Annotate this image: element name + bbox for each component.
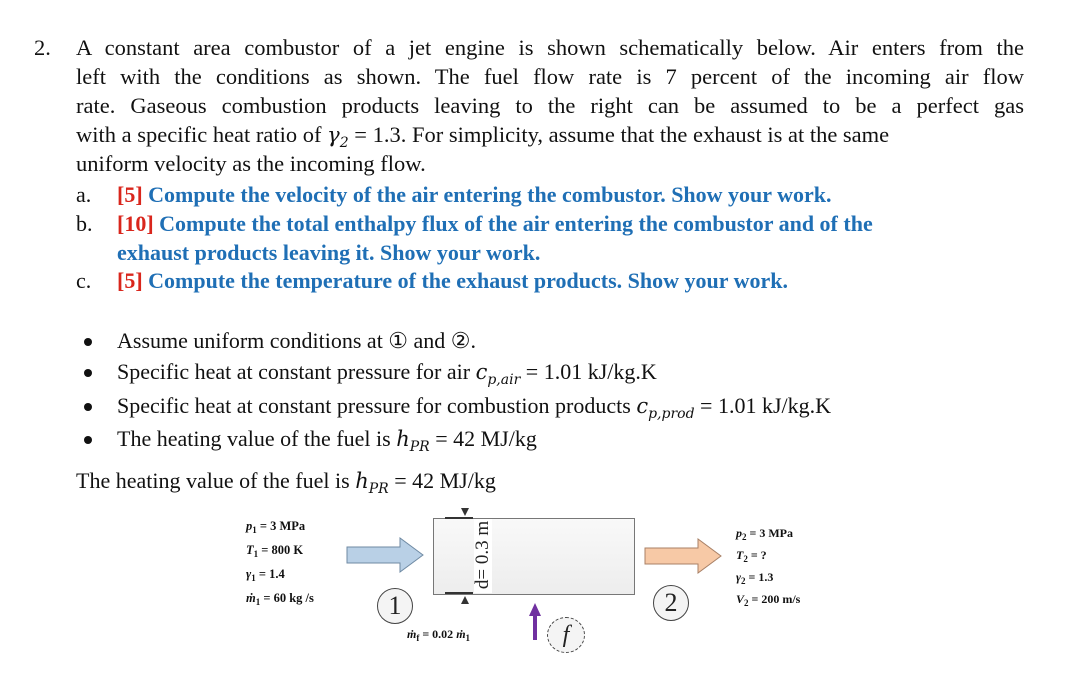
- outlet-temperature-label: $T_2$ = ?: [736, 548, 767, 564]
- part-b-cont: exhaust products leaving it. Show your work.: [117, 240, 541, 265]
- part-c-letter: c.: [76, 268, 92, 293]
- fuel-station-marker: f: [547, 617, 585, 653]
- inlet-temperature-label: $T_1 = 800$ K: [246, 543, 304, 559]
- outlet-gamma-label: $\gamma_2 = 1.3$: [736, 570, 774, 586]
- station-2-marker: 2: [653, 585, 689, 621]
- bullet-item: The heating value of the fuel is $h_{PR} = 42$ MJ/kg: [117, 426, 537, 455]
- combustor-body: [433, 518, 635, 595]
- dimension-arrow-down-icon: [460, 506, 470, 518]
- bullet-item: Assume uniform conditions at ① and ②.: [117, 328, 477, 353]
- outlet-flow-arrow-icon: [643, 537, 723, 575]
- gamma-symbol: $\gamma_2$: [327, 123, 349, 151]
- part-b-letter: b.: [76, 211, 93, 236]
- paragraph-line: uniform velocity as the incoming flow.: [76, 151, 426, 176]
- bullet-icon: [84, 403, 92, 411]
- paragraph-line-gamma: with a specific heat ratio of $\gamma_2 = 1.3$. For simplicity, assume that the exhaust is at the same: [76, 122, 890, 151]
- fuel-arrow-icon: [528, 602, 542, 642]
- outlet-pressure-label: $p_2 = 3$ MPa: [736, 526, 793, 542]
- inlet-gamma-label: $\gamma_1 = 1.4$: [246, 567, 285, 583]
- inlet-pressure-label: $p_1 = 3$ MPa: [246, 519, 306, 535]
- paragraph-line: A constant area combustor of a jet engine is shown schematically below. Air enters from the: [76, 35, 1024, 60]
- outlet-velocity-label: $V_2 = 200$ m/s: [736, 592, 801, 608]
- part-a-letter: a.: [76, 182, 92, 207]
- fuel-massflow-label: ṁ$_f$ = 0.02 ṁ$_1$: [407, 627, 471, 643]
- inlet-flow-arrow-icon: [345, 536, 425, 574]
- heating-value-line: The heating value of the fuel is $h_{PR} = 42$ MJ/kg: [76, 468, 496, 497]
- part-b: [10] Compute the total enthalpy flux of the air entering the combustor and of the: [117, 211, 873, 236]
- bullet-icon: [84, 338, 92, 346]
- question-number: 2.: [34, 35, 51, 60]
- part-c: [5] Compute the temperature of the exhaust products. Show your work.: [117, 268, 788, 293]
- dimension-arrow-up-icon: [460, 594, 470, 606]
- inlet-massflow-label: ṁ$_1$ = 60 kg /s: [246, 591, 314, 607]
- station-1-marker: 1: [377, 588, 413, 624]
- paragraph-line: left with the conditions as shown. The fuel flow rate is 7 percent of the incoming air flow: [76, 64, 1024, 89]
- diameter-label: d= 0.3 m: [472, 520, 493, 590]
- bullet-icon: [84, 436, 92, 444]
- bullet-item: Specific heat at constant pressure for air $c_{p,air} = 1.01$ kJ/kg.K: [117, 359, 657, 388]
- bullet-icon: [84, 369, 92, 377]
- bullet-item: Specific heat at constant pressure for combustion products $c_{p,prod} = 1.01$ kJ/kg.K: [117, 393, 832, 422]
- part-a: [5] Compute the velocity of the air entering the combustor. Show your work.: [117, 182, 832, 207]
- paragraph-line: rate. Gaseous combustion products leaving to the right can be assumed to be a perfect gas: [76, 93, 1024, 118]
